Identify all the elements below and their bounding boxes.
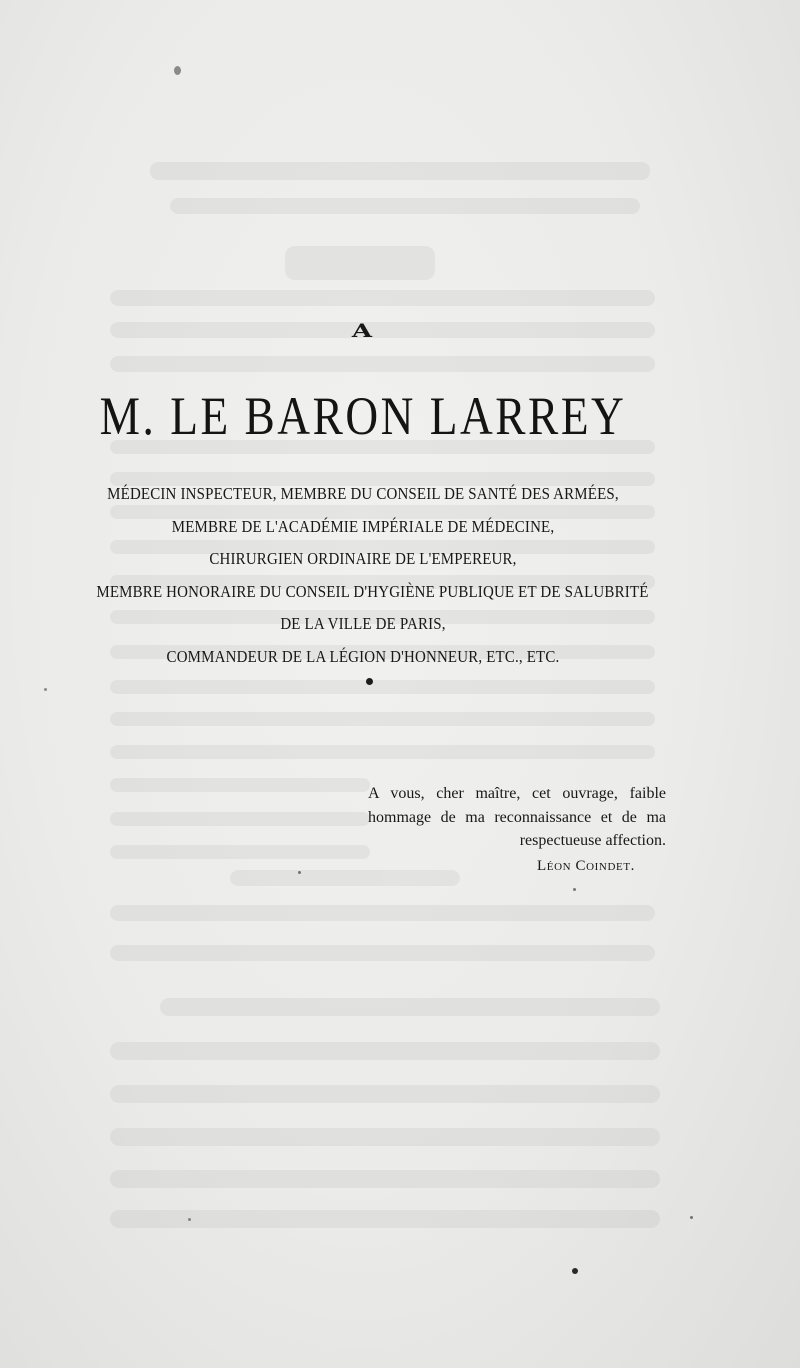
ink-speck	[690, 1216, 693, 1219]
title-line: DE LA VILLE DE PARIS,	[280, 614, 446, 634]
dedicatee-name: M. LE BARON LARREY	[99, 386, 627, 446]
dedicatee-titles	[60, 478, 666, 674]
title-line: MÉDECIN INSPECTEUR, MEMBRE DU CONSEIL DE SANTÉ DES ARMÉES,	[107, 484, 619, 503]
title-line: MEMBRE DE L'ACADÉMIE IMPÉRIALE DE MÉDECINE,	[171, 516, 555, 536]
ink-speck	[573, 888, 576, 891]
ink-speck	[44, 688, 47, 691]
author-signature: Léon Coindet.	[536, 858, 635, 874]
ink-speck	[572, 1268, 578, 1274]
ink-speck	[174, 66, 181, 75]
dedication-heading: A	[351, 320, 375, 342]
title-line: COMMANDEUR DE LA LÉGION D'HONNEUR, ETC., ETC.	[166, 646, 560, 666]
ink-speck	[188, 1218, 191, 1221]
title-line: CHIRURGIEN ORDINAIRE DE L'EMPEREUR,	[209, 549, 517, 569]
title-line: MEMBRE HONORAIRE DU CONSEIL D'HYGIÈNE PUBLIQUE ET DE SALUBRITÉ	[96, 581, 649, 601]
ornament-dot	[366, 678, 373, 685]
dedication-inscription: A vous, cher maître, cet ouvrage, faible hommage de ma reconnaissance et de ma respectueuse affection.	[368, 785, 666, 849]
ink-speck	[298, 871, 301, 874]
